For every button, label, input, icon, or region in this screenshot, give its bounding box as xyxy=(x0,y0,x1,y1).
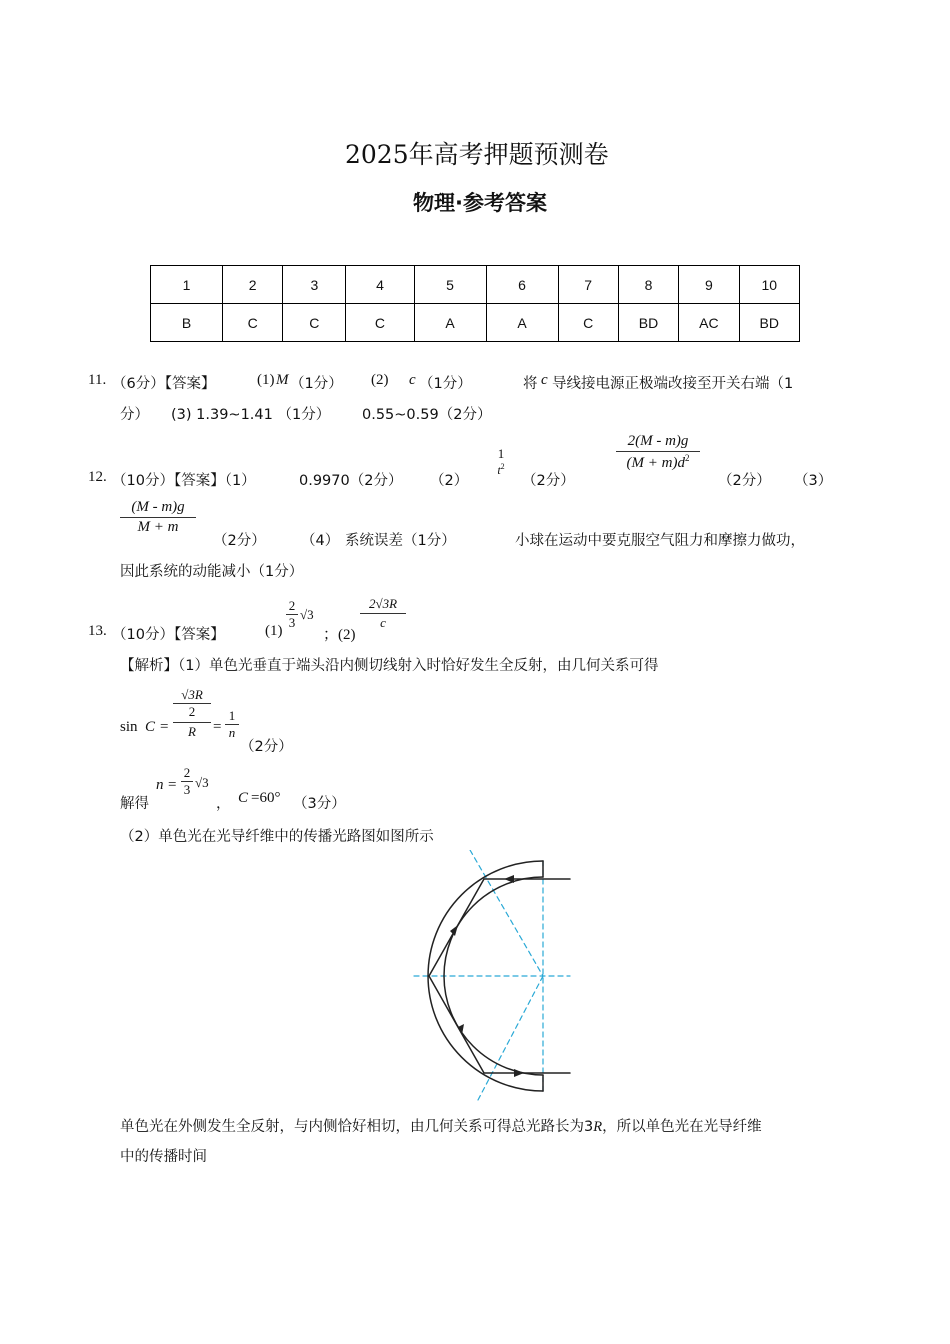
q12-part1-value: 0.9970（2分） xyxy=(299,473,403,489)
arrow-icon xyxy=(514,1069,524,1077)
fraction-denominator: $t^2$ xyxy=(497,462,505,477)
q12-part2b-score: （2分） xyxy=(718,473,771,489)
fraction-numerator: 2 xyxy=(288,598,296,613)
eq1-right-fraction xyxy=(225,708,239,741)
q12-fraction-3 xyxy=(120,499,196,536)
question-number-cell: 4 xyxy=(346,266,414,304)
answer-cell: AC xyxy=(679,304,739,342)
q11-part2-label: (2) xyxy=(371,372,389,388)
fraction-denominator: 3 xyxy=(181,781,193,798)
fraction-denominator: c xyxy=(380,615,386,630)
eq1-sin: sin xyxy=(120,719,138,735)
q13-answer-label: （10分）【答案】 xyxy=(112,627,225,643)
answer-cell: A xyxy=(414,304,486,342)
answer-cell: C xyxy=(283,304,346,342)
page-subtitle: 物理·参考答案 xyxy=(413,191,547,215)
q11-instruction-a: 将 xyxy=(523,376,538,392)
answer-cell: C xyxy=(558,304,618,342)
q13-separator: ；(2) xyxy=(323,627,356,643)
question-number-cell: 6 xyxy=(486,266,558,304)
inner-numerator: √3R xyxy=(181,687,203,702)
q13-analysis: 【解析】（1）单色光垂直于端头沿内侧切线射入时恰好发生全反射，由几何关系可得 xyxy=(120,658,659,674)
eq1-compound-fraction xyxy=(173,687,211,740)
eq2-angle: C xyxy=(238,790,249,806)
q12-part4-reason: 小球在运动中要克服空气阻力和摩擦力做功， xyxy=(515,533,805,549)
q12-answer-label: （10分）【答案】（1） xyxy=(112,473,256,489)
question-number-cell: 7 xyxy=(558,266,618,304)
q12-part3-score: （2分） xyxy=(213,533,266,549)
fraction-numerator: 2(M - m)g xyxy=(627,433,689,449)
q11-line2-c: 0.55~0.59（2分） xyxy=(362,407,492,423)
q12-part2-score: （2分） xyxy=(522,473,575,489)
question-number-cell: 8 xyxy=(618,266,678,304)
q11-line2-a: 分） xyxy=(120,407,149,423)
q12-part4-label: （4） xyxy=(301,533,340,549)
eq1-score: （2分） xyxy=(240,739,293,755)
eq1-equals-2: = xyxy=(213,719,222,735)
table-row xyxy=(151,266,800,304)
light-path-diagram xyxy=(400,850,590,1110)
q13-part1-label: (1) xyxy=(265,623,283,639)
answer-cell: BD xyxy=(739,304,799,342)
q13-answer1-fraction xyxy=(286,598,298,631)
page-title: 2025年高考押题预测卷 xyxy=(345,140,609,169)
question-number-cell: 3 xyxy=(283,266,346,304)
q12-part4-answer: 系统误差（1分） xyxy=(345,533,456,549)
eq1-equals: = xyxy=(160,719,169,735)
outer-denominator: R xyxy=(188,724,196,739)
q11-number: 11. xyxy=(88,372,107,388)
arrow-icon xyxy=(504,875,514,883)
q13-conclusion-line2: 中的传播时间 xyxy=(120,1149,207,1165)
question-number-cell: 10 xyxy=(739,266,799,304)
fraction-denominator: 3 xyxy=(286,614,298,631)
q13-number: 13. xyxy=(88,623,107,639)
eq2-angle-value: =60° xyxy=(251,790,281,806)
fraction-denominator: $(M + m)d^2$ xyxy=(626,453,690,471)
answer-cell: BD xyxy=(618,304,678,342)
q12-fraction-1 xyxy=(492,446,510,478)
answer-cell: C xyxy=(346,304,414,342)
fraction-numerator: 2√3R xyxy=(368,596,398,611)
answer-cell: A xyxy=(486,304,558,342)
q13-conclusion-line1: 单色光在外侧发生全反射，与内侧恰好相切，由几何关系可得总光路长为3R，所以单色光在光导纤维 xyxy=(120,1119,762,1135)
question-number-cell: 9 xyxy=(679,266,739,304)
eq2-fraction xyxy=(181,765,193,798)
q13-part2-text: （2）单色光在光导纤维中的传播光路图如图所示 xyxy=(120,829,434,845)
eq2-score: （3分） xyxy=(293,796,346,812)
question-number-cell: 1 xyxy=(151,266,223,304)
q12-number: 12. xyxy=(88,469,107,485)
fraction-numerator: (M - m)g xyxy=(131,499,185,515)
q11-instruction-var: c xyxy=(541,372,548,388)
eq2-label: 解得 xyxy=(120,796,149,812)
q11-part2-var: c xyxy=(409,372,416,388)
q12-line3: 因此系统的动能减小（1分） xyxy=(120,564,304,580)
q13-answer1-root: √3 xyxy=(300,607,314,622)
answer-table xyxy=(150,265,800,342)
eq1-angle: C xyxy=(145,719,156,735)
eq2-root: √3 xyxy=(195,775,209,790)
fraction-denominator: n xyxy=(225,724,239,741)
eq2-n: n xyxy=(156,777,164,793)
q11-part2-score: （1分） xyxy=(419,376,472,392)
eq2-equals: = xyxy=(168,777,177,793)
q11-part1-var: M xyxy=(276,372,289,388)
fraction-numerator: 2 xyxy=(183,765,191,780)
inner-denominator: 2 xyxy=(173,703,211,720)
q11-answer-label: （6分）【答案】 xyxy=(112,376,216,392)
normal-lines xyxy=(414,850,570,1100)
q13-answer2-fraction xyxy=(360,596,406,631)
answer-cell: C xyxy=(223,304,283,342)
question-number-cell: 5 xyxy=(414,266,486,304)
q12-part2-label: （2） xyxy=(430,473,469,489)
q12-fraction-2 xyxy=(616,433,700,472)
eq2-comma: ， xyxy=(216,796,231,812)
answer-cell: B xyxy=(151,304,223,342)
q11-instruction-b: 导线接电源正极端改接至开关右端（1 xyxy=(552,376,794,392)
q12-part3-label: （3） xyxy=(794,473,833,489)
table-row xyxy=(151,304,800,342)
q11-part1-label: (1) xyxy=(257,372,275,388)
q11-line2-b: (3) 1.39~1.41 （1分） xyxy=(171,407,331,423)
question-number-cell: 2 xyxy=(223,266,283,304)
fraction-numerator: 1 xyxy=(497,446,505,461)
arrow-icon xyxy=(450,925,458,936)
fraction-numerator: 1 xyxy=(228,708,236,723)
q11-part1-score: （1分） xyxy=(290,376,343,392)
fraction-denominator: M + m xyxy=(137,519,179,535)
